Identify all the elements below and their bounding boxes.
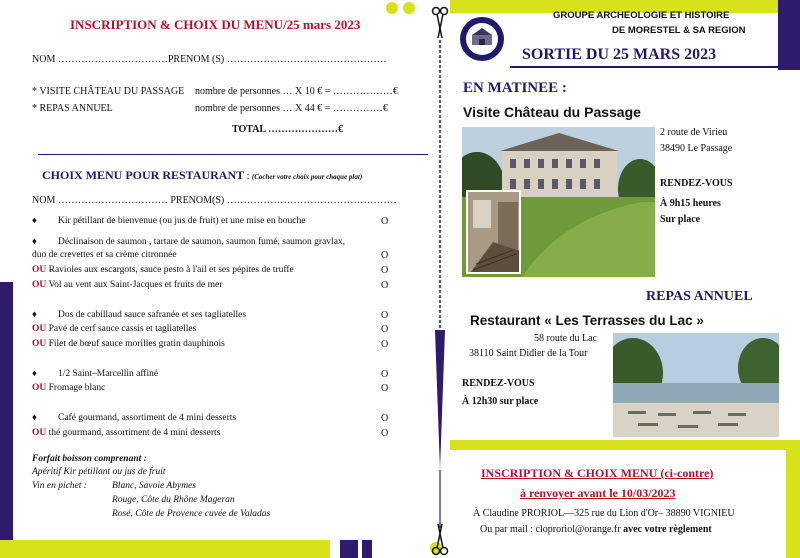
rdv-label: RENDEZ-VOUS	[660, 178, 733, 189]
ou-row	[32, 428, 220, 438]
total-line: TOTAL …………………€	[232, 124, 344, 135]
left-bottom-purple2	[362, 540, 372, 558]
cut-line	[428, 0, 452, 558]
chateau-interior-photo	[466, 190, 521, 274]
rdv-place: Sur place	[660, 214, 701, 225]
left-bottom-lime	[0, 540, 330, 558]
group-line-1: GROUPE ARCHEOLOGIE ET HISTOIRE	[553, 10, 730, 21]
forfait-vin-label: Vin en pichet :	[32, 481, 87, 491]
menu-dessert-ou: thé gourmand, assortiment de 4 mini desserts	[48, 428, 221, 438]
chateau-address-1: 2 route de Virieu	[660, 127, 728, 138]
left-purple-bar	[0, 282, 13, 558]
lime-dot	[403, 2, 415, 14]
ou-row	[32, 383, 105, 393]
association-logo	[459, 16, 505, 62]
menu-bullet: ♦	[32, 237, 37, 247]
ou-label: OU	[32, 428, 47, 438]
visite-label: * VISITE CHÂTEAU DU PASSAGE	[32, 86, 185, 97]
ou-label: OU	[32, 324, 47, 334]
mail-line	[480, 524, 712, 535]
scissors-icon	[431, 522, 449, 556]
choice-circle[interactable]: O	[381, 413, 389, 424]
forfait-vin-2: Rouge, Côte du Rhône Mageran	[112, 495, 235, 505]
right-lower-lime	[450, 440, 800, 450]
mail-suffix: avec votre règlement	[620, 524, 712, 535]
rdv2-label: RENDEZ-VOUS	[462, 378, 535, 389]
restaurant-title: Restaurant « Les Terrasses du Lac »	[470, 313, 704, 328]
right-purple-bar	[778, 0, 800, 70]
repas-heading: REPAS ANNUEL	[646, 289, 753, 304]
ou-row	[32, 265, 294, 275]
forfait-title: Forfait boisson comprenant :	[32, 454, 147, 464]
restaurant-address-1: 58 route du Lac	[534, 333, 598, 344]
choice-circle[interactable]: O	[381, 265, 389, 276]
scissors-icon	[431, 6, 449, 40]
choice-circle[interactable]: O	[381, 324, 389, 335]
left-bottom-purple	[340, 540, 358, 558]
ou-label: OU	[32, 265, 47, 275]
ou-label: OU	[32, 280, 47, 290]
choice-circle[interactable]: O	[381, 280, 389, 291]
menu-entree-2b: duo de crevettes et sa crème citronnée	[32, 250, 177, 260]
inscription-title: INSCRIPTION & CHOIX MENU (ci-contre)	[481, 466, 714, 480]
forfait-vin-1: Blanc, Savoie Abymes	[112, 481, 196, 491]
menu-bullet: ♦	[32, 369, 37, 379]
rdv2-time: À 12h30 sur place	[462, 396, 539, 407]
chateau-address-2: 38490 Le Passage	[660, 143, 733, 154]
menu-entree-ou-2: Vol au vent aux Saint-Jacques et fruits de mer	[48, 280, 223, 290]
choix-title-row	[42, 166, 362, 184]
visite-rest: nombre de personnes … X 10 € = ………………€	[195, 86, 398, 97]
matinee-heading: EN MATINEE :	[463, 80, 567, 96]
email-link[interactable]: cloproriol@orange.fr	[535, 524, 621, 535]
mail-prefix: Ou par mail :	[480, 524, 536, 535]
visite-title: Visite Château du Passage	[463, 104, 641, 120]
menu-fromage-1: 1/2 Saint–Marcellin affiné	[58, 369, 159, 379]
ou-label: OU	[32, 383, 47, 393]
choix-colon: :	[244, 171, 252, 182]
right-edge-lime	[786, 450, 800, 558]
rdv-time: À 9h15 heures	[660, 198, 721, 209]
forfait-apero: Apéritif Kir pétillant ou jus de fruit	[32, 467, 166, 477]
choice-circle[interactable]: O	[381, 216, 389, 227]
menu-plat-ou-1: Pavé de cerf sauce cassis et tagliatelles	[48, 324, 197, 334]
choice-circle[interactable]: O	[381, 428, 389, 439]
menu-plat-ou-2: Filet de bœuf sauce morilles gratin dauphinois	[48, 339, 225, 349]
ou-row	[32, 280, 222, 290]
ou-label: OU	[32, 339, 47, 349]
choice-circle[interactable]: O	[381, 383, 389, 394]
group-line-2: DE MORESTEL & SA REGION	[612, 25, 746, 36]
menu-bullet: ♦	[32, 216, 37, 226]
left-header: INSCRIPTION & CHOIX DU MENU/25 mars 2023	[70, 17, 361, 32]
repas-label: * REPAS ANNUEL	[32, 103, 113, 114]
choice-circle[interactable]: O	[381, 369, 389, 380]
ou-row	[32, 339, 225, 349]
divider	[38, 154, 428, 155]
menu-bullet: ♦	[32, 310, 37, 320]
menu-entree-2a: Déclinaison de saumon , tartare de saumon, saumon fumé, saumon gravlax,	[58, 237, 346, 247]
menu-fromage-ou: Fromage blanc	[48, 383, 106, 393]
nom-prenom-line-2: NOM …………………………… PRENOM(S) ……………………………………………	[32, 195, 397, 206]
choice-circle[interactable]: O	[381, 250, 389, 261]
forfait-vin-3: Rosé, Côte de Provence cuvée de Valadas	[112, 509, 271, 519]
lime-dot	[386, 2, 398, 14]
menu-dessert-1: Café gourmand, assortiment de 4 mini desserts	[58, 413, 237, 423]
menu-bullet: ♦	[32, 413, 37, 423]
title-underline	[510, 66, 780, 68]
choice-circle[interactable]: O	[381, 310, 389, 321]
menu-plat-1: Dos de cabillaud sauce safranée et ses tagliatelles	[58, 310, 247, 320]
ou-row	[32, 324, 196, 334]
menu-entree-ou-1: Ravioles aux escargots, sauce pesto à l'ail et ses pépites de truffe	[48, 265, 294, 275]
restaurant-photo	[613, 333, 779, 437]
adresse-line: À Claudine PRORIOL—325 rue du Lion d'Or– 38890 VIGNIEU	[473, 508, 735, 519]
choix-note: (Cocher votre choix pour chaque plat)	[251, 173, 363, 181]
sortie-title: SORTIE DU 25 MARS 2023	[522, 46, 717, 63]
choix-title: CHOIX MENU POUR RESTAURANT	[42, 168, 245, 182]
renvoyer-line: à renvoyer avant le 10/03/2023	[520, 486, 676, 500]
menu-entree-1: Kir pétillant de bienvenue (ou jus de fruit) et une mise en bouche	[58, 216, 306, 226]
choice-circle[interactable]: O	[381, 339, 389, 350]
restaurant-address-2: 38110 Saint Didier de la Tour	[469, 348, 588, 359]
repas-rest: nombre de personnes … X 44 € = ……………€	[195, 103, 388, 114]
nom-prenom-line: NOM ……………………………PRENOM (S) …………………………………………	[32, 54, 387, 65]
